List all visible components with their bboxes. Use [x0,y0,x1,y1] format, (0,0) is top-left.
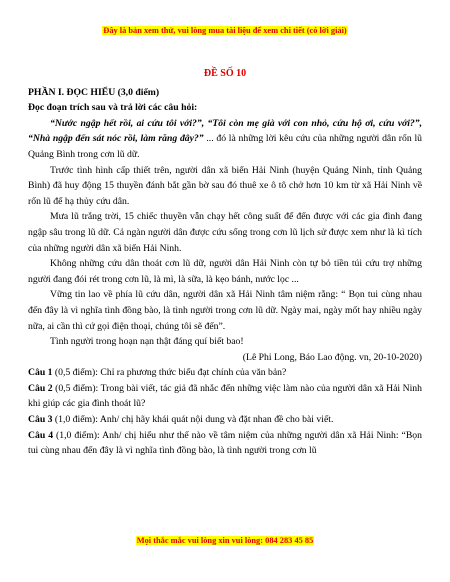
question-2 [28,381,422,412]
quote-text: “Nước ngập hết rồi, ai cứu tôi với?”, “Tôi còn mẹ già với con nhỏ, cứu hộ ơi, cứu với?”, “Nhà ngập đến sát nóc rồi, làm răng đây?” [28,117,422,145]
section-heading: PHẦN I. ĐỌC HIỂU (3,0 điểm) [28,86,160,98]
contact-banner-text: Mọi thắc mắc vui lòng xin vui lòng: 084 283 45 85 [136,536,314,545]
question-label: Câu 3 [28,414,53,426]
preview-banner [0,26,450,35]
exam-title: ĐỀ SỐ 10 [203,68,247,79]
question-label: Câu 2 [28,382,53,394]
passage-paragraph-1 [28,116,422,163]
passage-paragraph-6: Tình người trong hoạn nạn thật đáng quí biết bao! [50,336,244,348]
question-1 [28,365,422,381]
question-4 [28,428,422,459]
contact-banner [0,536,450,545]
source-citation: (Lê Phi Long, Báo Lao động. vn, 20-10-2020) [242,351,422,363]
question-label: Câu 1 [28,367,53,379]
question-label: Câu 4 [28,429,54,441]
document-body [28,66,422,459]
passage-paragraph-2: Trước tình hình cấp thiết trên, người dân xã biển Hải Ninh (huyện Quảng Ninh, tỉnh Quảng Bình) đã huy động 15 thuyền đánh bắt gần bờ sau đó thuê xe ô tô chở hơn 10 km từ xã Hải Ninh về rốn lũ để hạ thủy cứu dân. [28,164,422,207]
question-text: (1,0 điểm): Anh/ chị hãy khái quát nội dung và đặt nhan đề cho bài viết. [52,414,334,426]
question-text: (0,5 điểm): Trong bài viết, tác giả đã nhắc đến những việc làm nào của người dân xã Hải Ninh khi giúp các gia đình thoát lũ? [28,382,422,410]
instruction: Đọc đoạn trích sau và trả lời các câu hỏi: [28,102,198,114]
paragraph-text: ... đó là những lời kêu cứu của những người dân rốn lũ Quảng Bình trong cơn lũ dữ. [28,133,422,160]
question-text: (0,5 điểm): Chỉ ra phương thức biểu đạt chính của văn bản? [52,367,287,379]
passage-paragraph-3: Mưa lũ trắng trời, 15 chiếc thuyền vẫn chạy hết công suất để đến được với các gia đình đang ngập sâu trong lũ dữ. Cả ngàn người dân được cứu sống trong cơn lũ lịch sử được xem như là kì tích của những người dân xã biển Hải Ninh. [28,211,422,254]
passage-paragraph-5: Vững tin lao về phía lũ cứu dân, người dân xã Hải Ninh tâm niệm rằng: “ Bọn tui cùng nhau đến đây là vì nghĩa tình đồng bào, là tình người trong cơn lũ dữ. Ngày mai, ngày mốt hay nhiều ngày nữa, ai cần thì cứ gọi điện thoại, chúng tôi sẽ đến”. [28,289,422,332]
passage-paragraph-4: Không những cứu dân thoát cơn lũ dữ, người dân Hải Ninh còn tự bỏ tiền túi cứu trợ những người đang đói rét trong cơn lũ, là mì, là sữa, là kẹo bánh, nước lọc ... [28,258,422,285]
question-text: (1,0 điểm): Anh/ chị hiểu như thế nào về tâm niệm của những người dân xã Hải Ninh: “Bọn tui cùng nhau đến đây là vì nghĩa tình đồng bào, là tình người trong cơn lũ [28,429,422,457]
preview-banner-text: Đây là bản xem thử, vui lòng mua tài liệu để xem chi tiết (có lời giải) [103,26,347,35]
question-3 [28,412,422,428]
